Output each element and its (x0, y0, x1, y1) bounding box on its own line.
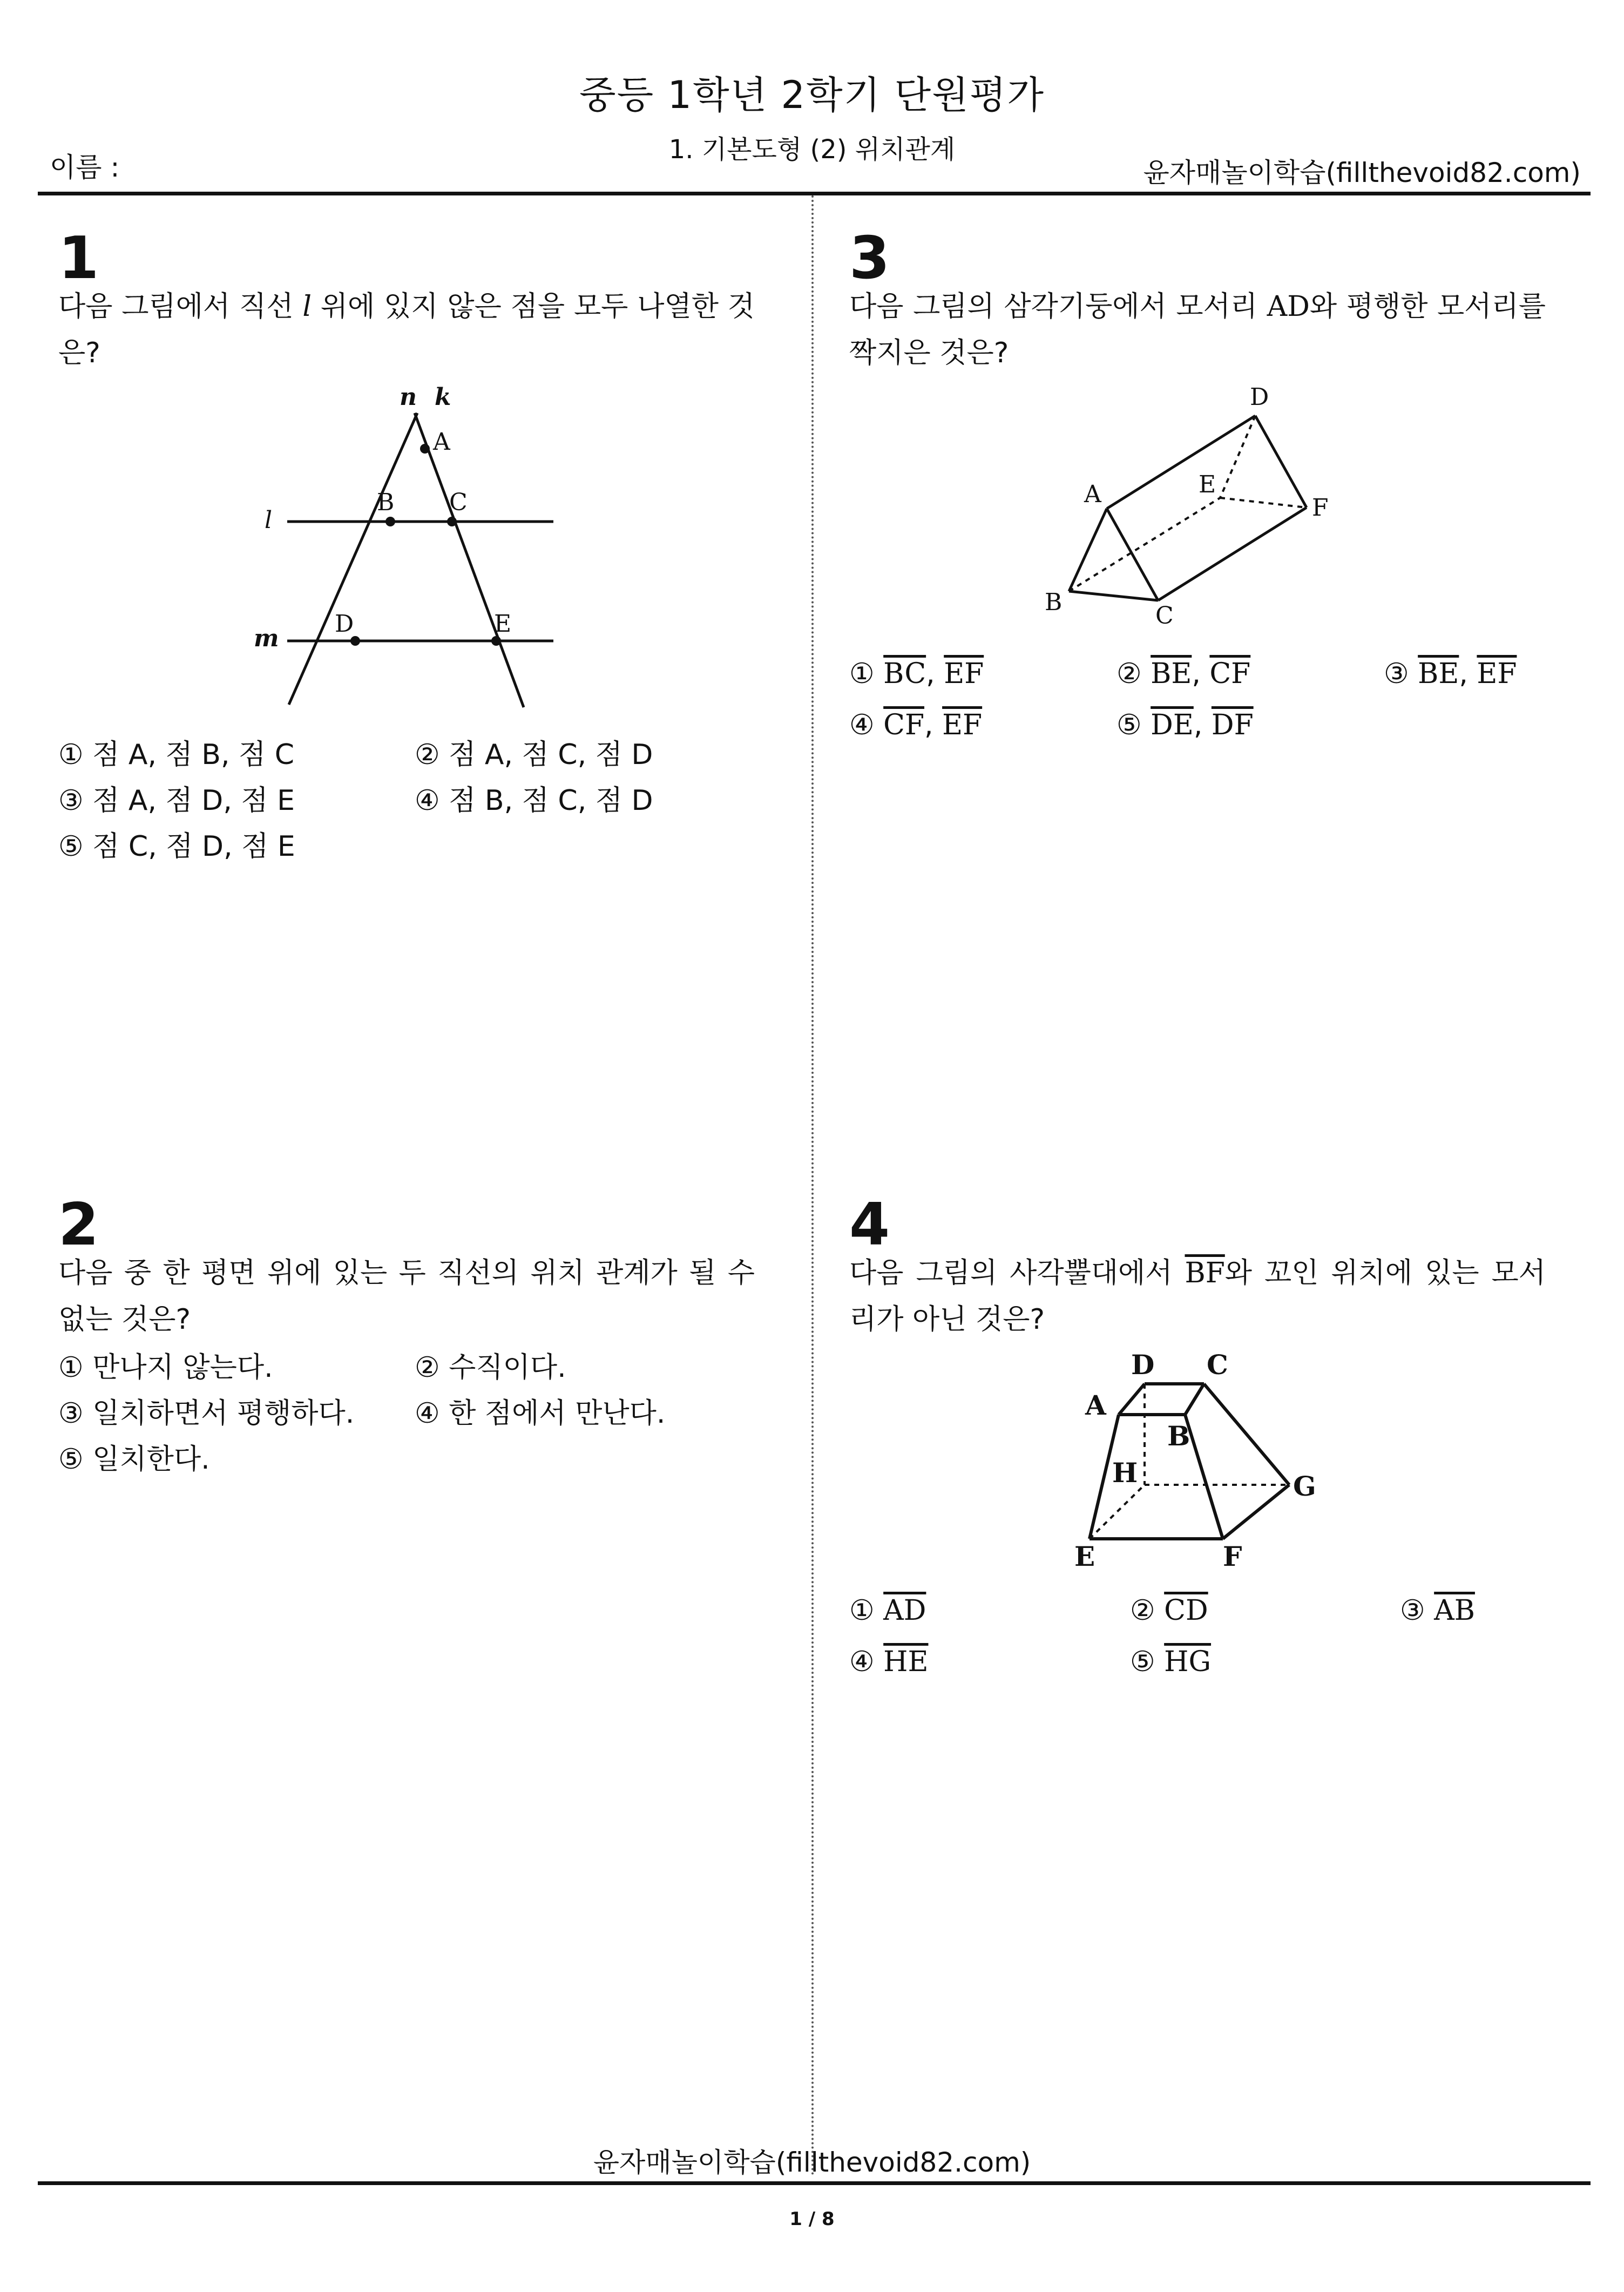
label-e: E (1199, 471, 1216, 498)
label-d: D (1131, 1349, 1155, 1381)
edge-bc (1185, 1384, 1204, 1415)
label-b: B (1045, 589, 1063, 616)
edge-ef (1220, 498, 1307, 508)
footer-rule (38, 2181, 1591, 2185)
edge-ad (1119, 1384, 1145, 1415)
label-n: n (400, 383, 417, 411)
question-1-choice-4[interactable]: ④ 점 B, 점 C, 점 D (415, 785, 653, 817)
question-1-choice-2[interactable]: ② 점 A, 점 C, 점 D (415, 739, 653, 771)
question-3-choice-2[interactable]: ② $\overline{BE}$, $\overline{CF}$ (1116, 658, 1251, 690)
label-f: F (1223, 1540, 1242, 1572)
page-number: 1 / 8 (789, 2208, 835, 2230)
question-2-choice-1[interactable]: ① 만나지 않는다. (58, 1351, 273, 1384)
label-h: H (1112, 1457, 1138, 1489)
point-b (385, 517, 395, 526)
label-d: D (335, 610, 354, 638)
label-m: m (254, 625, 279, 652)
edge-bc (1069, 591, 1158, 600)
label-a: A (1084, 481, 1101, 508)
question-2-text: 다음 중 한 평면 위에 있는 두 직선의 위치 관계가 될 수 없는 것은? (58, 1257, 755, 1336)
label-b: B (1167, 1420, 1190, 1452)
label-d: D (1250, 383, 1269, 411)
question-3-choice-1[interactable]: ① $\overline{BC}$, $\overline{EF}$ (849, 658, 984, 690)
question-3-choice-3[interactable]: ③ $\overline{BE}$, $\overline{EF}$ (1384, 658, 1517, 690)
header-site: 윤자매놀이학습(fillthevoid82.com) (1143, 157, 1581, 188)
label-c: C (1155, 602, 1174, 630)
question-2-number: 2 (58, 1191, 99, 1259)
label-e: E (494, 610, 512, 638)
page-subtitle: 1. 기본도형 (2) 위치관계 (668, 134, 956, 165)
edge-eh (1090, 1485, 1145, 1539)
question-1-choice-3[interactable]: ③ 점 A, 점 D, 점 E (58, 785, 295, 817)
edge-ac (1107, 509, 1158, 600)
footer-site: 윤자매놀이학습(fillthevoid82.com) (593, 2147, 1031, 2178)
label-c: C (449, 489, 468, 516)
question-4-text: 다음 그림의 사각뿔대에서 $\overline{BF}$와 꼬인 위치에 있는 모서리가 아닌 것은? (849, 1257, 1546, 1336)
column-divider (811, 195, 814, 2177)
question-3-text: 다음 그림의 삼각기둥에서 모서리 AD와 평행한 모서리를 짝지은 것은? (849, 290, 1546, 369)
question-3-number: 3 (849, 225, 890, 292)
point-a (420, 444, 430, 454)
question-4-number: 4 (849, 1191, 890, 1259)
label-c: C (1207, 1349, 1228, 1381)
question-4-choice-5[interactable]: ⑤ $\overline{HG}$ (1130, 1646, 1212, 1678)
point-c (447, 517, 457, 526)
question-1-number: 1 (58, 225, 99, 292)
question-1-choice-5[interactable]: ⑤ 점 C, 점 D, 점 E (58, 830, 295, 863)
question-3-choice-5[interactable]: ⑤ $\overline{DE}$, $\overline{DF}$ (1116, 709, 1254, 741)
question-4-choice-3[interactable]: ③ $\overline{AB}$ (1400, 1594, 1475, 1627)
question-3-figure (1042, 383, 1344, 637)
question-1-figure (238, 378, 572, 724)
page-title: 중등 1학년 2학기 단원평가 (579, 73, 1045, 117)
edge-cg (1204, 1384, 1289, 1485)
question-4-choice-4[interactable]: ④ $\overline{HE}$ (849, 1646, 929, 1678)
question-4-choice-1[interactable]: ① $\overline{AD}$ (849, 1594, 926, 1627)
question-4-figure (1074, 1347, 1334, 1579)
label-f: F (1312, 494, 1329, 522)
question-2-choice-2[interactable]: ② 수직이다. (415, 1351, 566, 1384)
edge-bf (1185, 1415, 1223, 1539)
label-e: E (1074, 1540, 1095, 1572)
question-1-text: 다음 그림에서 직선 l 위에 있지 않은 점을 모두 나열한 것은? (58, 290, 755, 369)
label-l: l (265, 506, 273, 534)
line-k (415, 413, 524, 707)
question-1-choice-1[interactable]: ① 점 A, 점 B, 점 C (58, 739, 295, 771)
edge-cf (1158, 508, 1307, 600)
label-g: G (1293, 1470, 1316, 1502)
label-k: k (435, 383, 451, 411)
line-n (289, 413, 417, 705)
question-2-choice-4[interactable]: ④ 한 점에서 만난다. (415, 1397, 666, 1430)
question-2-choice-5[interactable]: ⑤ 일치한다. (58, 1443, 210, 1476)
label-b: B (377, 489, 395, 516)
label-a: A (433, 428, 450, 456)
edge-df (1255, 416, 1307, 508)
edge-ad (1107, 416, 1255, 509)
question-4-choice-2[interactable]: ② $\overline{CD}$ (1130, 1594, 1208, 1627)
question-2-choice-3[interactable]: ③ 일치하면서 평행하다. (58, 1397, 355, 1430)
question-3-choice-4[interactable]: ④ $\overline{CF}$, $\overline{EF}$ (849, 709, 983, 741)
name-label: 이름 : (50, 152, 120, 183)
header-rule (38, 192, 1591, 195)
label-a: A (1085, 1389, 1106, 1421)
edge-fg (1223, 1485, 1289, 1539)
